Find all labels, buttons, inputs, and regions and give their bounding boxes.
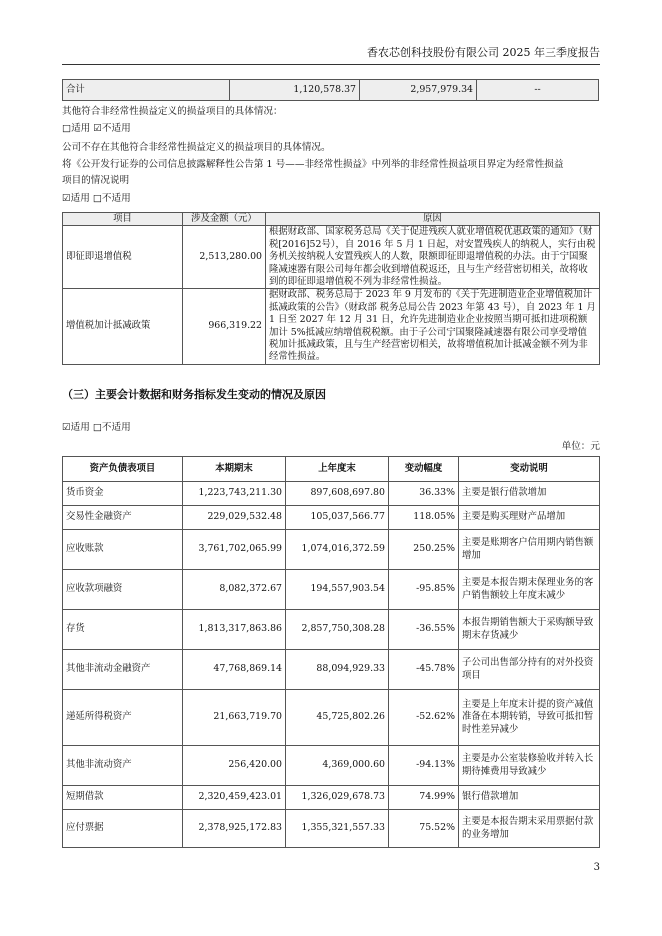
row-item: 应付票据	[63, 810, 183, 848]
table-row	[63, 289, 600, 364]
row-note: 主要是本报告期末保理业务的客户销售额较上年度末减少	[459, 570, 600, 610]
exp-reason: 据财政部、税务总局于 2023 年 9 月发布的《关于先进制造业企业增值税加计抵减政策的公告》（财政部 税务总局公告 2023 年第 43 号），自 2023 年 1 月 1 日至 2027 年 12 月 31 日，允许先进制造业企业按照当期可抵扣进项税额加计 5%抵减应纳增值税税额。由于子公司宁国聚隆减速器有限公司享受增值税加计抵减政策，且与生产经营密切相关，故将增值税加计抵减金额不列为非经常性损益。	[266, 289, 600, 364]
row-change: 74.99%	[389, 786, 459, 810]
row-item: 交易性金融资产	[63, 506, 183, 530]
balance-sheet-change-table	[62, 456, 600, 848]
row-current: 21,663,719.70	[183, 690, 286, 746]
row-note: 主要是上年度末计提的资产减值准备在本期转销，导致可抵扣暂时性差异减少	[459, 690, 600, 746]
row-prior: 88,094,929.33	[286, 650, 389, 690]
row-prior: 4,369,000.60	[286, 746, 389, 786]
row-change: -94.13%	[389, 746, 459, 786]
row-note: 子公司出售部分持有的对外投资项目	[459, 650, 600, 690]
row-item: 应收账款	[63, 530, 183, 570]
row-item: 货币资金	[63, 482, 183, 506]
row-note: 主要是本报告期末采用票据付款的业务增加	[459, 810, 600, 848]
row-prior: 1,326,029,678.73	[286, 786, 389, 810]
table-header-row	[63, 213, 600, 226]
row-item: 应收款项融资	[63, 570, 183, 610]
row-current: 256,420.00	[183, 746, 286, 786]
row-current: 3,761,702,065.99	[183, 530, 286, 570]
row-change: 118.05%	[389, 506, 459, 530]
table-header-row	[63, 457, 600, 482]
row-item: 其他非流动资产	[63, 746, 183, 786]
exp-amount: 2,513,280.00	[183, 226, 266, 289]
row-note: 本报告期销售额大于采购额导致期末存货减少	[459, 610, 600, 650]
row-note: 主要是办公室装修验收并转入长期待摊费用导致减少	[459, 746, 600, 786]
table-row	[63, 226, 600, 289]
col-change: 变动幅度	[389, 457, 459, 482]
row-current: 8,082,372.67	[183, 570, 286, 610]
row-note: 主要是账期客户信用期内销售额增加	[459, 530, 600, 570]
unit-label: 单位：元	[561, 441, 600, 452]
table-row	[63, 610, 600, 650]
col-item: 资产负债表项目	[63, 457, 183, 482]
row-item: 存货	[63, 610, 183, 650]
row-prior: 45,725,802.26	[286, 690, 389, 746]
row-change: -52.62%	[389, 690, 459, 746]
row-change: -36.55%	[389, 610, 459, 650]
row-note: 银行借款增加	[459, 786, 600, 810]
row-current: 1,223,743,211.30	[183, 482, 286, 506]
check-applicable-2: ☑适用 □不适用	[62, 422, 131, 433]
table-row	[63, 690, 600, 746]
col-note: 变动说明	[459, 457, 600, 482]
page-number: 3	[593, 862, 600, 873]
exp-item: 即征即退增值税	[63, 226, 183, 289]
row-current: 2,378,925,172.83	[183, 810, 286, 848]
exp-reason: 根据财政部、国家税务总局《关于促进残疾人就业增值税优惠政策的通知》（财税[2016]52号），自 2016 年 5 月 1 日起，对安置残疾人的纳税人，实行由税务机关按纳税人安置残疾人的人数，限额即征即退增值税的办法。由于宁国聚隆减速器有限公司每年都会收到增值税返还，且与生产经营密切相关，故将收到的即征即退增值税不列为非经常性损益。	[266, 226, 600, 289]
row-note: 主要是银行借款增加	[459, 482, 600, 506]
row-prior: 1,355,321,557.33	[286, 810, 389, 848]
para-no-other-items: 公司不存在其他符合非经常性损益定义的损益项目的具体情况。	[62, 142, 331, 153]
row-change: 36.33%	[389, 482, 459, 506]
col-item: 项目	[63, 213, 183, 226]
table-row	[63, 650, 600, 690]
table-row	[63, 506, 600, 530]
para-explanation-line2: 项目的情况说明	[62, 175, 130, 186]
col-current: 本期期末	[183, 457, 286, 482]
total-value-1: 1,120,578.37	[230, 80, 360, 101]
header-divider	[62, 64, 600, 65]
row-current: 229,029,532.48	[183, 506, 286, 530]
check-applicable: ☑适用 □不适用	[62, 193, 131, 204]
row-change: 250.25%	[389, 530, 459, 570]
row-prior: 897,608,697.80	[286, 482, 389, 506]
page-header: 香农芯创科技股份有限公司 2025 年三季度报告	[367, 46, 600, 59]
total-value-3: --	[477, 80, 599, 101]
col-amount: 涉及金额（元）	[183, 213, 266, 226]
para-explanation-line1: 将《公开发行证券的公司信息披露解释性公告第 1 号——非经常性损益》中列举的非经常性损益项目界定为经常性损益	[62, 159, 564, 170]
row-prior: 1,074,016,372.59	[286, 530, 389, 570]
row-prior: 194,557,903.54	[286, 570, 389, 610]
row-change: 75.52%	[389, 810, 459, 848]
table-row	[63, 746, 600, 786]
total-label: 合计	[63, 80, 230, 101]
table-row	[63, 786, 600, 810]
section-title: （三）主要会计数据和财务指标发生变动的情况及原因	[62, 388, 326, 401]
recurring-items-table	[62, 212, 600, 365]
row-note: 主要是购买理财产品增加	[459, 506, 600, 530]
table-row	[63, 80, 599, 101]
row-item: 其他非流动金融资产	[63, 650, 183, 690]
exp-item: 增值税加计抵减政策	[63, 289, 183, 364]
col-reason: 原因	[266, 213, 600, 226]
para-other-items: 其他符合非经常性损益定义的损益项目的具体情况：	[62, 106, 283, 117]
row-change: -45.78%	[389, 650, 459, 690]
table-row	[63, 810, 600, 848]
row-item: 短期借款	[63, 786, 183, 810]
row-current: 2,320,459,423.01	[183, 786, 286, 810]
check-not-applicable: □适用 ☑不适用	[62, 123, 131, 134]
total-value-2: 2,957,979.34	[360, 80, 477, 101]
row-item: 递延所得税资产	[63, 690, 183, 746]
row-change: -95.85%	[389, 570, 459, 610]
row-prior: 105,037,566.77	[286, 506, 389, 530]
row-current: 47,768,869.14	[183, 650, 286, 690]
table-row	[63, 530, 600, 570]
table-row	[63, 570, 600, 610]
row-prior: 2,857,750,308.28	[286, 610, 389, 650]
table-row	[63, 482, 600, 506]
col-prior: 上年度末	[286, 457, 389, 482]
exp-amount: 966,319.22	[183, 289, 266, 364]
row-current: 1,813,317,863.86	[183, 610, 286, 650]
total-row-table	[62, 79, 599, 101]
